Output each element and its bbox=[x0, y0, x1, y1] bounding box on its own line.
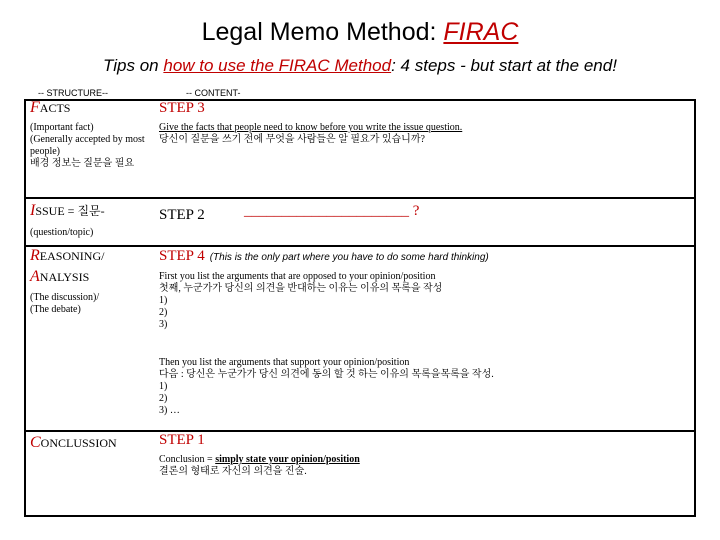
analysis-label: ANALYSIS bbox=[30, 268, 90, 285]
list-item: 3) … bbox=[159, 405, 180, 416]
conclusion-content: Conclusion = simply state your opinion/position 결론의 형태로 자신의 의견을 진술. bbox=[159, 454, 360, 477]
subtitle-post: : 4 steps - but start at the end! bbox=[391, 56, 617, 75]
content-column-header: -- CONTENT- bbox=[186, 88, 241, 98]
reasoning-note: (The discussion)/ (The debate) bbox=[30, 292, 100, 315]
reasoning-label: REASONING/ bbox=[30, 247, 105, 264]
list-item: 2) bbox=[159, 393, 168, 404]
row-divider bbox=[24, 430, 696, 432]
title-firac: FIRAC bbox=[443, 18, 519, 46]
page-subtitle bbox=[0, 56, 720, 76]
title-main: Legal Memo Method: bbox=[201, 18, 444, 46]
row-divider bbox=[24, 197, 696, 199]
step-3-label: STEP 3 bbox=[159, 100, 205, 116]
list-item: 1) bbox=[159, 295, 168, 306]
list-item: 2) bbox=[159, 307, 168, 318]
subtitle-pre: Tips on bbox=[103, 56, 164, 75]
issue-label: ISSUE = 질문- bbox=[30, 202, 105, 219]
list-item: 1) bbox=[159, 381, 168, 392]
facts-note: (Important fact) (Generally accepted by most people) 배경 정보는 질문을 필요 bbox=[30, 122, 145, 169]
step-2-label: STEP 2 bbox=[159, 207, 205, 223]
issue-question-blank: ______________________ ? bbox=[244, 203, 420, 219]
conclusion-label: CONCLUSSION bbox=[30, 434, 117, 451]
firac-method-link[interactable]: how to use the FIRAC Method bbox=[163, 56, 392, 75]
list-item: 3) bbox=[159, 319, 168, 330]
page-title bbox=[0, 18, 720, 47]
facts-label: FACTS bbox=[30, 99, 71, 116]
structure-column-header: -- STRUCTURE-- bbox=[38, 88, 108, 98]
facts-content: Give the facts that people need to know before you write the issue question. 당신이 질문을 쓰기 전에 무엇을 사람들은 알 필요가 있습니까? bbox=[159, 122, 463, 145]
row-divider bbox=[24, 245, 696, 247]
issue-note: (question/topic) bbox=[30, 227, 94, 238]
opposing-arguments: First you list the arguments that are opposed to your opinion/position 첫째, 누군가가 당신의 의견을 반대하는 이유는 이유의 목록을 작성 1) 2) 3) bbox=[159, 271, 443, 330]
supporting-arguments: Then you list the arguments that support your opinion/position 다음 : 당신은 누군가가 당신 의견에 동의 할 것 하는 이유의 목록을목록을 작성. 1) 2) 3) … bbox=[159, 357, 494, 416]
step-4-heading: STEP 4 (This is the only part where you have to do some hard thinking) bbox=[159, 248, 489, 264]
step-1-label: STEP 1 bbox=[159, 432, 205, 448]
